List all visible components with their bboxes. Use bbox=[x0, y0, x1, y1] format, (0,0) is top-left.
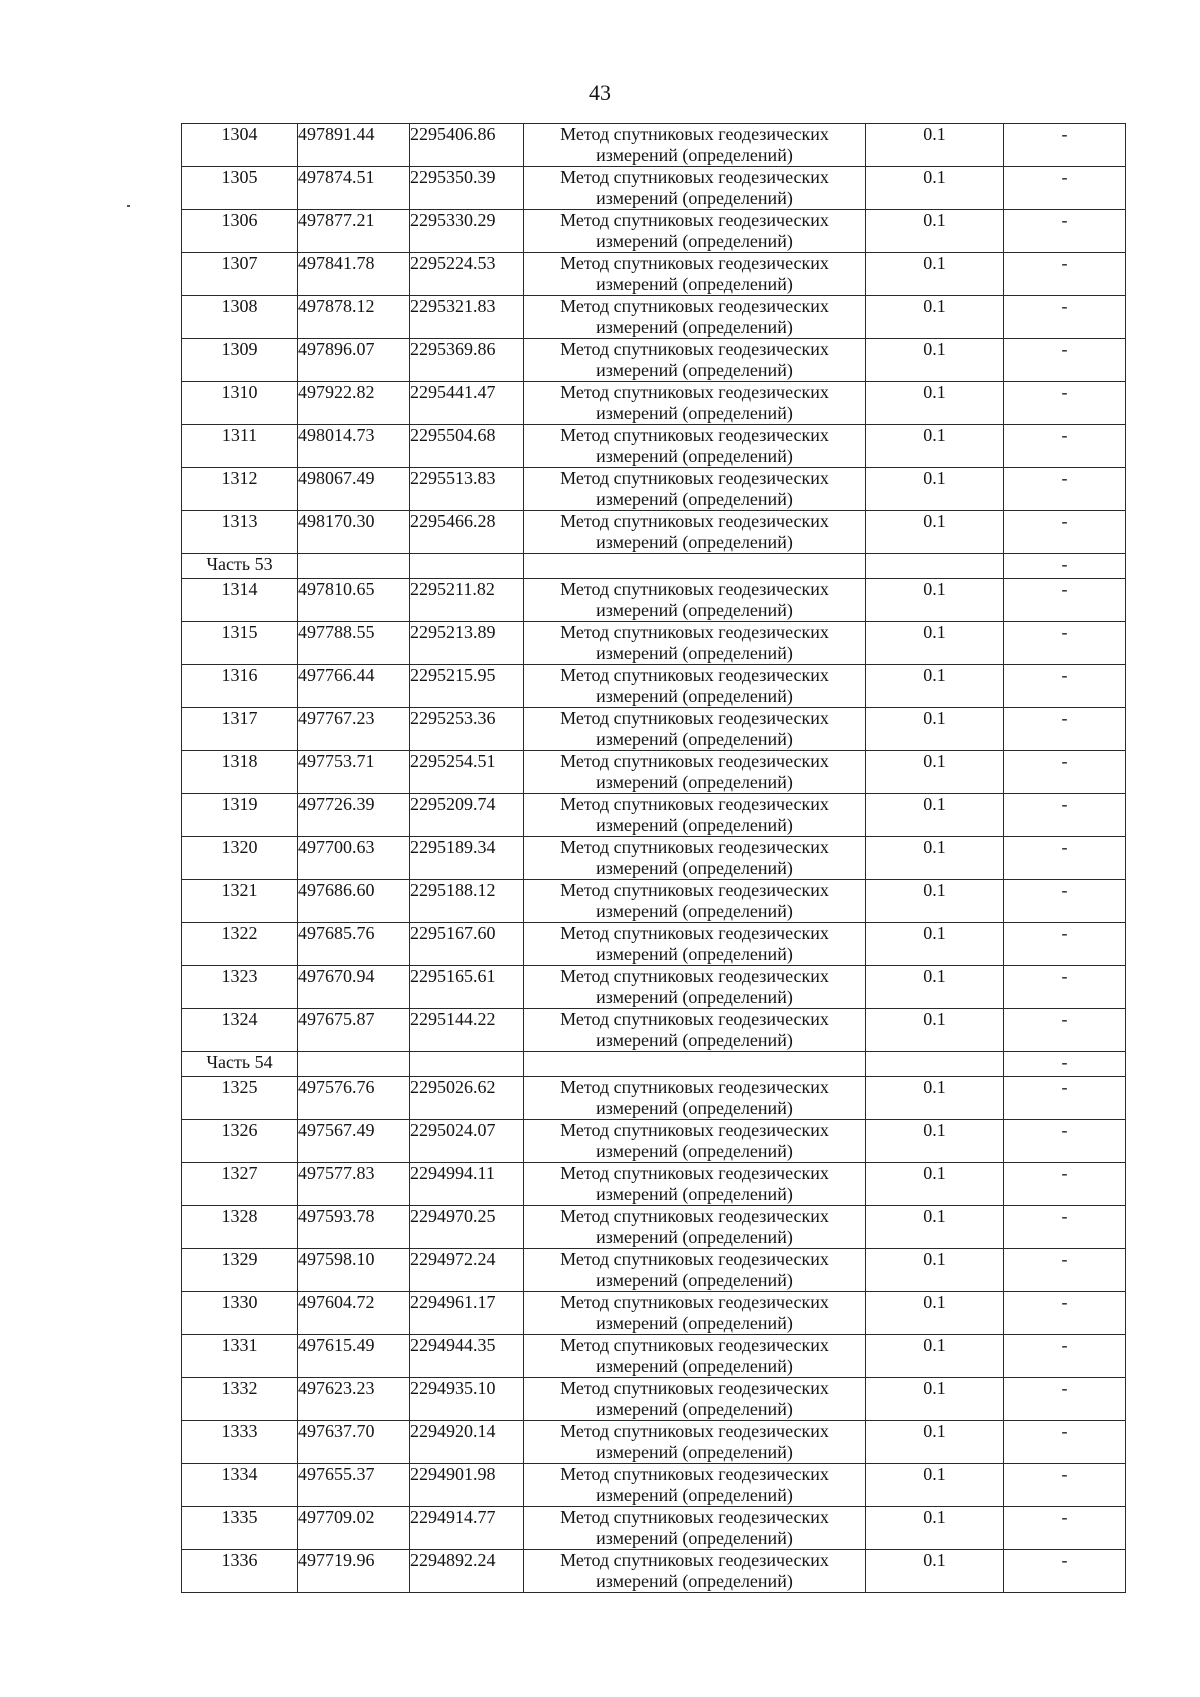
note-cell: - bbox=[1004, 1120, 1126, 1163]
y-coordinate: 2294901.98 bbox=[410, 1464, 524, 1507]
point-number: 1320 bbox=[182, 837, 298, 880]
note-cell: - bbox=[1004, 837, 1126, 880]
method-cell: Метод спутниковых геодезических измерений (определений) bbox=[524, 1077, 866, 1120]
method-cell: Метод спутниковых геодезических измерений (определений) bbox=[524, 1249, 866, 1292]
note-cell: - bbox=[1004, 751, 1126, 794]
accuracy-cell: 0.1 bbox=[866, 966, 1004, 1009]
y-coordinate: 2295188.12 bbox=[410, 880, 524, 923]
y-coordinate: 2295167.60 bbox=[410, 923, 524, 966]
note-cell: - bbox=[1004, 794, 1126, 837]
accuracy-cell: 0.1 bbox=[866, 296, 1004, 339]
accuracy-cell: 0.1 bbox=[866, 1206, 1004, 1249]
y-coordinate: 2295253.36 bbox=[410, 708, 524, 751]
accuracy-cell: 0.1 bbox=[866, 1120, 1004, 1163]
y-coordinate: 2295321.83 bbox=[410, 296, 524, 339]
y-coordinate: 2295406.86 bbox=[410, 124, 524, 167]
note-cell: - bbox=[1004, 1378, 1126, 1421]
point-number: 1335 bbox=[182, 1507, 298, 1550]
accuracy-cell: 0.1 bbox=[866, 339, 1004, 382]
method-cell: Метод спутниковых геодезических измерений (определений) bbox=[524, 468, 866, 511]
method-cell: Метод спутниковых геодезических измерений (определений) bbox=[524, 1163, 866, 1206]
x-coordinate: 497670.94 bbox=[298, 966, 410, 1009]
point-number: 1312 bbox=[182, 468, 298, 511]
method-cell: Метод спутниковых геодезических измерений (определений) bbox=[524, 622, 866, 665]
point-row bbox=[182, 665, 1126, 708]
point-number: 1307 bbox=[182, 253, 298, 296]
note-cell: - bbox=[1004, 1464, 1126, 1507]
x-coordinate: 498014.73 bbox=[298, 425, 410, 468]
method-cell: Метод спутниковых геодезических измерений (определений) bbox=[524, 167, 866, 210]
point-number: 1318 bbox=[182, 751, 298, 794]
point-number: 1324 bbox=[182, 1009, 298, 1052]
point-row bbox=[182, 339, 1126, 382]
x-coordinate: 497637.70 bbox=[298, 1421, 410, 1464]
point-number: 1304 bbox=[182, 124, 298, 167]
method-cell: Метод спутниковых геодезических измерений (определений) bbox=[524, 253, 866, 296]
point-number: 1314 bbox=[182, 579, 298, 622]
x-coordinate: 497675.87 bbox=[298, 1009, 410, 1052]
page-number: 43 bbox=[589, 80, 611, 105]
point-row bbox=[182, 1507, 1126, 1550]
y-coordinate: 2295254.51 bbox=[410, 751, 524, 794]
point-number: 1315 bbox=[182, 622, 298, 665]
point-row bbox=[182, 1077, 1126, 1120]
x-coordinate: 497878.12 bbox=[298, 296, 410, 339]
accuracy-cell: 0.1 bbox=[866, 210, 1004, 253]
x-coordinate: 497726.39 bbox=[298, 794, 410, 837]
accuracy-cell: 0.1 bbox=[866, 511, 1004, 554]
point-row bbox=[182, 1292, 1126, 1335]
x-coordinate: 497922.82 bbox=[298, 382, 410, 425]
part-header-row bbox=[182, 1052, 1126, 1077]
method-cell: Метод спутниковых геодезических измерений (определений) bbox=[524, 665, 866, 708]
x-coordinate: 497874.51 bbox=[298, 167, 410, 210]
y-coordinate: 2294994.11 bbox=[410, 1163, 524, 1206]
empty-cell bbox=[866, 1052, 1004, 1077]
accuracy-cell: 0.1 bbox=[866, 253, 1004, 296]
point-row bbox=[182, 210, 1126, 253]
y-coordinate: 2294972.24 bbox=[410, 1249, 524, 1292]
method-cell: Метод спутниковых геодезических измерений (определений) bbox=[524, 1378, 866, 1421]
y-coordinate: 2295213.89 bbox=[410, 622, 524, 665]
point-number: 1325 bbox=[182, 1077, 298, 1120]
note-cell: - bbox=[1004, 1052, 1126, 1077]
y-coordinate: 2295441.47 bbox=[410, 382, 524, 425]
point-row bbox=[182, 511, 1126, 554]
y-coordinate: 2295026.62 bbox=[410, 1077, 524, 1120]
x-coordinate: 497891.44 bbox=[298, 124, 410, 167]
x-coordinate: 497593.78 bbox=[298, 1206, 410, 1249]
method-cell: Метод спутниковых геодезических измерений (определений) bbox=[524, 880, 866, 923]
note-cell: - bbox=[1004, 253, 1126, 296]
y-coordinate: 2295350.39 bbox=[410, 167, 524, 210]
method-cell: Метод спутниковых геодезических измерений (определений) bbox=[524, 1206, 866, 1249]
accuracy-cell: 0.1 bbox=[866, 1077, 1004, 1120]
x-coordinate: 497877.21 bbox=[298, 210, 410, 253]
y-coordinate: 2295215.95 bbox=[410, 665, 524, 708]
x-coordinate: 497788.55 bbox=[298, 622, 410, 665]
note-cell: - bbox=[1004, 511, 1126, 554]
point-row bbox=[182, 1009, 1126, 1052]
note-cell: - bbox=[1004, 1292, 1126, 1335]
y-coordinate: 2294914.77 bbox=[410, 1507, 524, 1550]
y-coordinate: 2294892.24 bbox=[410, 1550, 524, 1593]
x-coordinate: 497604.72 bbox=[298, 1292, 410, 1335]
point-row bbox=[182, 167, 1126, 210]
note-cell: - bbox=[1004, 880, 1126, 923]
part-header-row bbox=[182, 554, 1126, 579]
part-label: Часть 54 bbox=[182, 1052, 298, 1077]
point-number: 1327 bbox=[182, 1163, 298, 1206]
note-cell: - bbox=[1004, 622, 1126, 665]
method-cell: Метод спутниковых геодезических измерений (определений) bbox=[524, 1009, 866, 1052]
x-coordinate: 497841.78 bbox=[298, 253, 410, 296]
accuracy-cell: 0.1 bbox=[866, 1292, 1004, 1335]
method-cell: Метод спутниковых геодезических измерений (определений) bbox=[524, 382, 866, 425]
x-coordinate: 497685.76 bbox=[298, 923, 410, 966]
method-cell: Метод спутниковых геодезических измерений (определений) bbox=[524, 579, 866, 622]
point-number: 1319 bbox=[182, 794, 298, 837]
point-row bbox=[182, 1550, 1126, 1593]
point-row bbox=[182, 1335, 1126, 1378]
y-coordinate: 2295466.28 bbox=[410, 511, 524, 554]
accuracy-cell: 0.1 bbox=[866, 1249, 1004, 1292]
point-number: 1328 bbox=[182, 1206, 298, 1249]
point-row bbox=[182, 124, 1126, 167]
point-number: 1308 bbox=[182, 296, 298, 339]
x-coordinate: 497576.76 bbox=[298, 1077, 410, 1120]
point-number: 1310 bbox=[182, 382, 298, 425]
point-row bbox=[182, 382, 1126, 425]
note-cell: - bbox=[1004, 1077, 1126, 1120]
point-row bbox=[182, 923, 1126, 966]
point-row bbox=[182, 253, 1126, 296]
x-coordinate: 497810.65 bbox=[298, 579, 410, 622]
method-cell: Метод спутниковых геодезических измерений (определений) bbox=[524, 751, 866, 794]
point-number: 1316 bbox=[182, 665, 298, 708]
accuracy-cell: 0.1 bbox=[866, 708, 1004, 751]
empty-cell bbox=[866, 554, 1004, 579]
point-number: 1336 bbox=[182, 1550, 298, 1593]
point-number: 1331 bbox=[182, 1335, 298, 1378]
part-label: Часть 53 bbox=[182, 554, 298, 579]
point-number: 1313 bbox=[182, 511, 298, 554]
y-coordinate: 2294920.14 bbox=[410, 1421, 524, 1464]
accuracy-cell: 0.1 bbox=[866, 425, 1004, 468]
point-row bbox=[182, 425, 1126, 468]
y-coordinate: 2294970.25 bbox=[410, 1206, 524, 1249]
note-cell: - bbox=[1004, 425, 1126, 468]
point-number: 1306 bbox=[182, 210, 298, 253]
point-row bbox=[182, 1120, 1126, 1163]
x-coordinate: 497766.44 bbox=[298, 665, 410, 708]
method-cell: Метод спутниковых геодезических измерений (определений) bbox=[524, 210, 866, 253]
x-coordinate: 497577.83 bbox=[298, 1163, 410, 1206]
note-cell: - bbox=[1004, 1206, 1126, 1249]
point-row bbox=[182, 296, 1126, 339]
accuracy-cell: 0.1 bbox=[866, 1550, 1004, 1593]
note-cell: - bbox=[1004, 468, 1126, 511]
note-cell: - bbox=[1004, 579, 1126, 622]
accuracy-cell: 0.1 bbox=[866, 923, 1004, 966]
point-row bbox=[182, 1421, 1126, 1464]
point-number: 1333 bbox=[182, 1421, 298, 1464]
accuracy-cell: 0.1 bbox=[866, 665, 1004, 708]
method-cell: Метод спутниковых геодезических измерений (определений) bbox=[524, 794, 866, 837]
method-cell: Метод спутниковых геодезических измерений (определений) bbox=[524, 837, 866, 880]
note-cell: - bbox=[1004, 708, 1126, 751]
note-cell: - bbox=[1004, 1163, 1126, 1206]
y-coordinate: 2295024.07 bbox=[410, 1120, 524, 1163]
method-cell: Метод спутниковых геодезических измерений (определений) bbox=[524, 1507, 866, 1550]
accuracy-cell: 0.1 bbox=[866, 382, 1004, 425]
y-coordinate: 2295504.68 bbox=[410, 425, 524, 468]
accuracy-cell: 0.1 bbox=[866, 1335, 1004, 1378]
point-number: 1329 bbox=[182, 1249, 298, 1292]
accuracy-cell: 0.1 bbox=[866, 579, 1004, 622]
empty-cell bbox=[298, 1052, 410, 1077]
accuracy-cell: 0.1 bbox=[866, 751, 1004, 794]
y-coordinate: 2295209.74 bbox=[410, 794, 524, 837]
method-cell: Метод спутниковых геодезических измерений (определений) bbox=[524, 296, 866, 339]
point-row bbox=[182, 794, 1126, 837]
point-number: 1311 bbox=[182, 425, 298, 468]
y-coordinate: 2295369.86 bbox=[410, 339, 524, 382]
x-coordinate: 497567.49 bbox=[298, 1120, 410, 1163]
accuracy-cell: 0.1 bbox=[866, 1163, 1004, 1206]
note-cell: - bbox=[1004, 339, 1126, 382]
note-cell: - bbox=[1004, 210, 1126, 253]
method-cell: Метод спутниковых геодезических измерений (определений) bbox=[524, 708, 866, 751]
point-row bbox=[182, 1206, 1126, 1249]
point-number: 1321 bbox=[182, 880, 298, 923]
note-cell: - bbox=[1004, 1421, 1126, 1464]
point-number: 1326 bbox=[182, 1120, 298, 1163]
point-number: 1309 bbox=[182, 339, 298, 382]
note-cell: - bbox=[1004, 923, 1126, 966]
y-coordinate: 2294944.35 bbox=[410, 1335, 524, 1378]
empty-cell bbox=[524, 554, 866, 579]
stray-mark bbox=[127, 205, 130, 207]
accuracy-cell: 0.1 bbox=[866, 1507, 1004, 1550]
method-cell: Метод спутниковых геодезических измерений (определений) bbox=[524, 1550, 866, 1593]
x-coordinate: 497709.02 bbox=[298, 1507, 410, 1550]
point-row bbox=[182, 1378, 1126, 1421]
x-coordinate: 497896.07 bbox=[298, 339, 410, 382]
method-cell: Метод спутниковых геодезических измерений (определений) bbox=[524, 1120, 866, 1163]
x-coordinate: 498170.30 bbox=[298, 511, 410, 554]
note-cell: - bbox=[1004, 1335, 1126, 1378]
note-cell: - bbox=[1004, 966, 1126, 1009]
x-coordinate: 497700.63 bbox=[298, 837, 410, 880]
method-cell: Метод спутниковых геодезических измерений (определений) bbox=[524, 1464, 866, 1507]
empty-cell bbox=[298, 554, 410, 579]
point-number: 1334 bbox=[182, 1464, 298, 1507]
y-coordinate: 2295165.61 bbox=[410, 966, 524, 1009]
y-coordinate: 2295513.83 bbox=[410, 468, 524, 511]
coordinates-table bbox=[181, 123, 1126, 1593]
note-cell: - bbox=[1004, 1507, 1126, 1550]
point-row bbox=[182, 579, 1126, 622]
accuracy-cell: 0.1 bbox=[866, 880, 1004, 923]
note-cell: - bbox=[1004, 1550, 1126, 1593]
point-row bbox=[182, 751, 1126, 794]
point-number: 1332 bbox=[182, 1378, 298, 1421]
method-cell: Метод спутниковых геодезических измерений (определений) bbox=[524, 966, 866, 1009]
x-coordinate: 497655.37 bbox=[298, 1464, 410, 1507]
method-cell: Метод спутниковых геодезических измерений (определений) bbox=[524, 1292, 866, 1335]
method-cell: Метод спутниковых геодезических измерений (определений) bbox=[524, 1421, 866, 1464]
note-cell: - bbox=[1004, 124, 1126, 167]
x-coordinate: 497719.96 bbox=[298, 1550, 410, 1593]
method-cell: Метод спутниковых геодезических измерений (определений) bbox=[524, 339, 866, 382]
note-cell: - bbox=[1004, 1249, 1126, 1292]
x-coordinate: 498067.49 bbox=[298, 468, 410, 511]
accuracy-cell: 0.1 bbox=[866, 1464, 1004, 1507]
point-row bbox=[182, 1464, 1126, 1507]
y-coordinate: 2295224.53 bbox=[410, 253, 524, 296]
y-coordinate: 2294961.17 bbox=[410, 1292, 524, 1335]
y-coordinate: 2295189.34 bbox=[410, 837, 524, 880]
point-number: 1322 bbox=[182, 923, 298, 966]
y-coordinate: 2295144.22 bbox=[410, 1009, 524, 1052]
x-coordinate: 497686.60 bbox=[298, 880, 410, 923]
method-cell: Метод спутниковых геодезических измерений (определений) bbox=[524, 511, 866, 554]
method-cell: Метод спутниковых геодезических измерений (определений) bbox=[524, 923, 866, 966]
empty-cell bbox=[524, 1052, 866, 1077]
method-cell: Метод спутниковых геодезических измерений (определений) bbox=[524, 425, 866, 468]
accuracy-cell: 0.1 bbox=[866, 1421, 1004, 1464]
empty-cell bbox=[410, 554, 524, 579]
point-row bbox=[182, 880, 1126, 923]
accuracy-cell: 0.1 bbox=[866, 622, 1004, 665]
accuracy-cell: 0.1 bbox=[866, 468, 1004, 511]
method-cell: Метод спутниковых геодезических измерений (определений) bbox=[524, 1335, 866, 1378]
note-cell: - bbox=[1004, 296, 1126, 339]
note-cell: - bbox=[1004, 382, 1126, 425]
accuracy-cell: 0.1 bbox=[866, 1009, 1004, 1052]
x-coordinate: 497615.49 bbox=[298, 1335, 410, 1378]
note-cell: - bbox=[1004, 1009, 1126, 1052]
point-row bbox=[182, 966, 1126, 1009]
point-row bbox=[182, 1163, 1126, 1206]
x-coordinate: 497623.23 bbox=[298, 1378, 410, 1421]
accuracy-cell: 0.1 bbox=[866, 1378, 1004, 1421]
empty-cell bbox=[410, 1052, 524, 1077]
y-coordinate: 2295330.29 bbox=[410, 210, 524, 253]
x-coordinate: 497753.71 bbox=[298, 751, 410, 794]
point-number: 1330 bbox=[182, 1292, 298, 1335]
point-number: 1305 bbox=[182, 167, 298, 210]
point-number: 1323 bbox=[182, 966, 298, 1009]
note-cell: - bbox=[1004, 167, 1126, 210]
accuracy-cell: 0.1 bbox=[866, 167, 1004, 210]
coordinates-table-body bbox=[182, 124, 1126, 1593]
y-coordinate: 2294935.10 bbox=[410, 1378, 524, 1421]
point-row bbox=[182, 1249, 1126, 1292]
note-cell: - bbox=[1004, 665, 1126, 708]
y-coordinate: 2295211.82 bbox=[410, 579, 524, 622]
point-row bbox=[182, 837, 1126, 880]
point-number: 1317 bbox=[182, 708, 298, 751]
point-row bbox=[182, 708, 1126, 751]
point-row bbox=[182, 622, 1126, 665]
accuracy-cell: 0.1 bbox=[866, 837, 1004, 880]
accuracy-cell: 0.1 bbox=[866, 124, 1004, 167]
x-coordinate: 497598.10 bbox=[298, 1249, 410, 1292]
note-cell: - bbox=[1004, 554, 1126, 579]
accuracy-cell: 0.1 bbox=[866, 794, 1004, 837]
point-row bbox=[182, 468, 1126, 511]
x-coordinate: 497767.23 bbox=[298, 708, 410, 751]
method-cell: Метод спутниковых геодезических измерений (определений) bbox=[524, 124, 866, 167]
